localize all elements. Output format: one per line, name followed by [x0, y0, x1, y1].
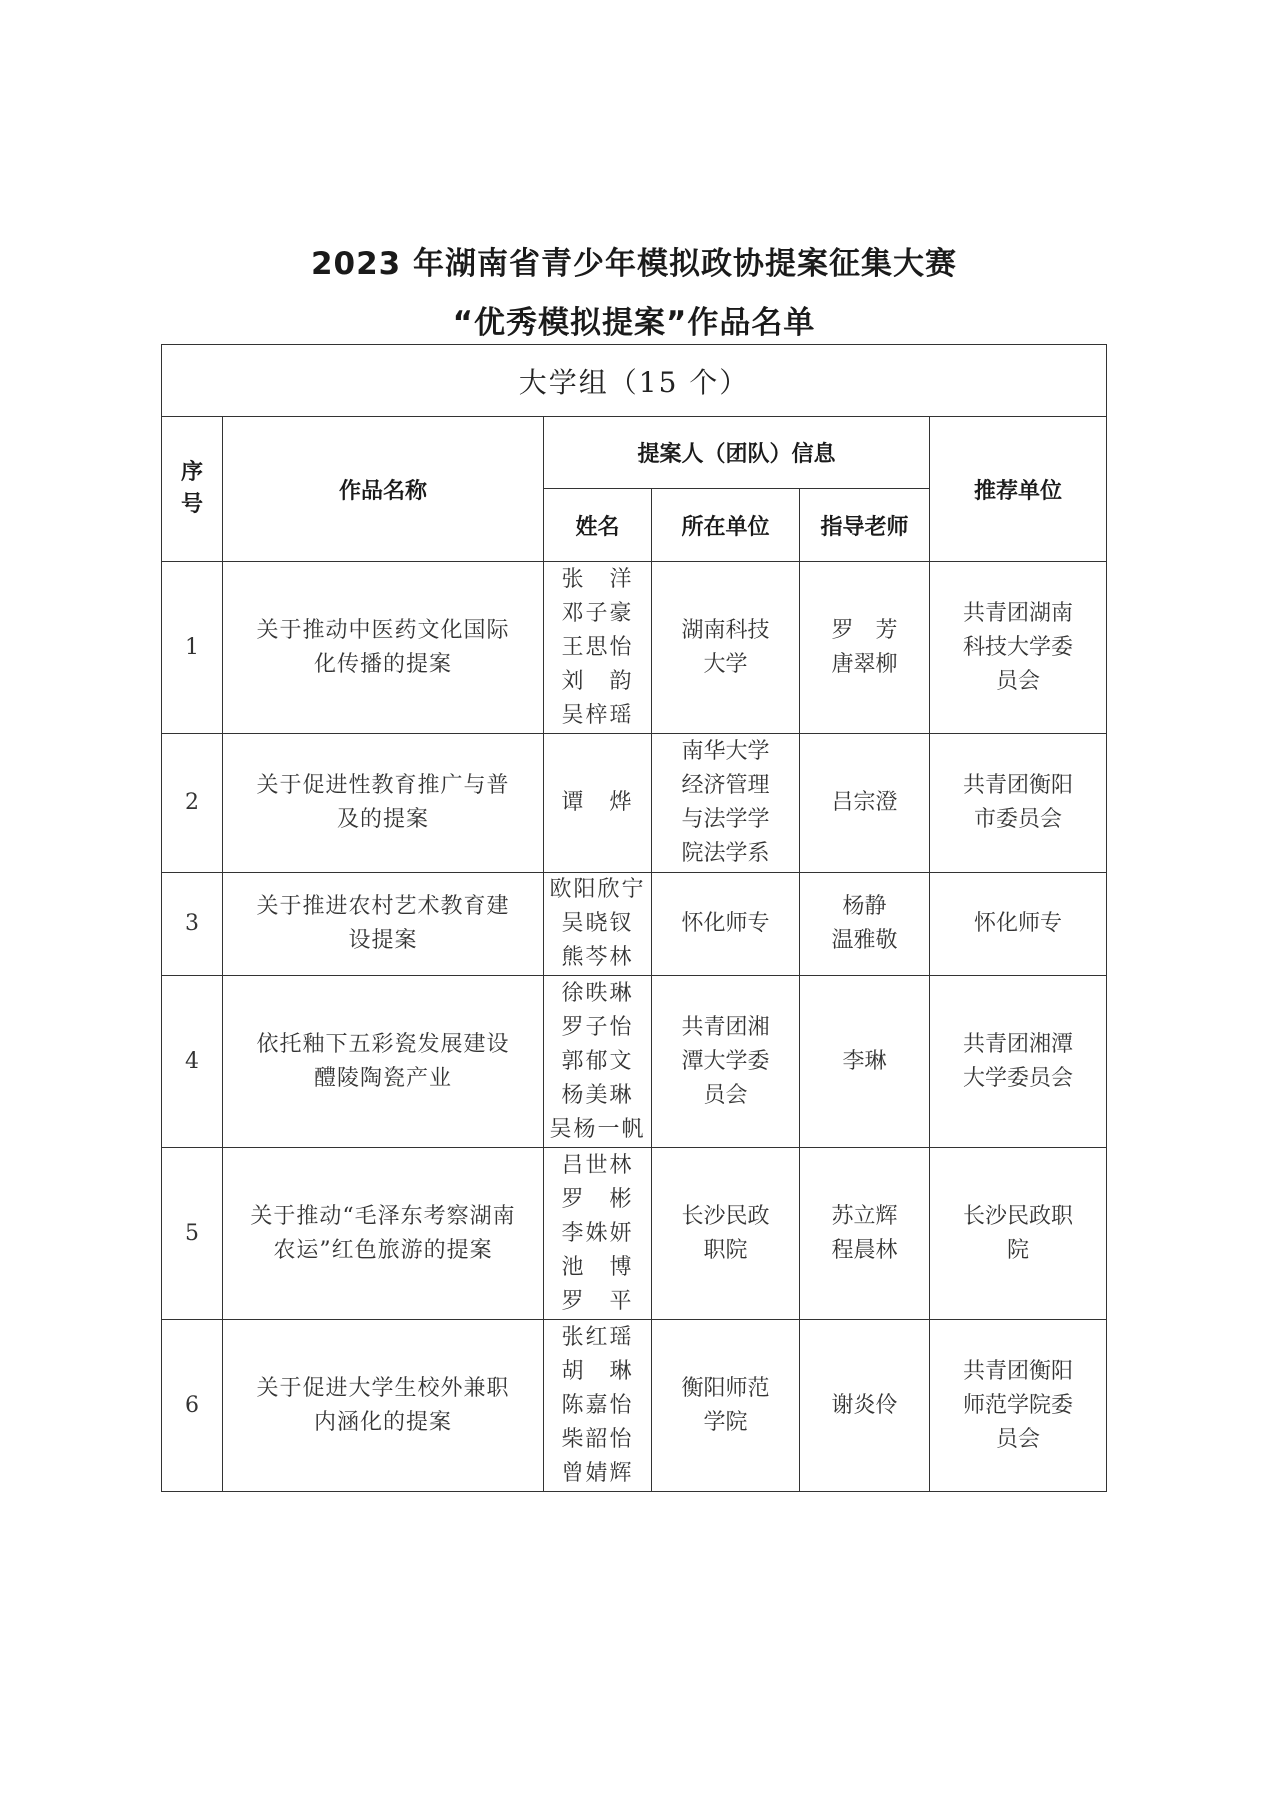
cell-names-line: 杨美琳	[561, 1082, 634, 1108]
cell-names	[544, 873, 652, 976]
cell-work-name-line: 关于推动“毛泽东考察湖南	[250, 1203, 516, 1229]
header-seq	[162, 417, 223, 562]
cell-work-name-line: 醴陵陶瓷产业	[313, 1065, 452, 1091]
cell-unit	[652, 1320, 800, 1492]
header-advisor: 指导老师	[800, 489, 930, 562]
cell-advisor-line: 罗 芳	[831, 617, 898, 643]
cell-names-line: 邓子豪	[561, 600, 634, 626]
cell-unit-line: 大学	[703, 651, 748, 677]
table-row	[162, 562, 1107, 734]
cell-recommender-line: 科技大学委	[963, 634, 1074, 660]
cell-unit-line: 长沙民政	[681, 1203, 770, 1229]
cell-names-line: 熊芩林	[561, 945, 634, 970]
cell-recommender	[930, 1320, 1107, 1492]
cell-unit	[652, 976, 800, 1148]
cell-unit-line: 院法学系	[681, 841, 770, 866]
award-table	[161, 344, 1107, 1492]
cell-names-line: 张 洋	[561, 566, 634, 592]
cell-recommender-line: 大学委员会	[963, 1065, 1074, 1091]
cell-recommender-line: 员会	[996, 1426, 1041, 1452]
cell-seq-line: 3	[185, 911, 199, 936]
cell-unit-line: 职院	[703, 1237, 748, 1263]
cell-work-name-line: 关于推进农村艺术教育建	[256, 894, 510, 919]
cell-advisor	[800, 976, 930, 1148]
table-row	[162, 1320, 1107, 1492]
cell-recommender-line: 共青团湖南	[963, 600, 1074, 626]
header-unit: 所在单位	[652, 489, 800, 562]
header-name: 姓名	[544, 489, 652, 562]
cell-seq	[162, 1320, 223, 1492]
cell-work-name-line: 设提案	[348, 928, 418, 953]
cell-unit-line: 经济管理	[681, 773, 770, 798]
cell-names-line: 陈嘉怡	[561, 1392, 634, 1418]
cell-recommender-line: 怀化师专	[974, 911, 1063, 936]
cell-recommender-line: 长沙民政职	[963, 1203, 1074, 1229]
cell-names	[544, 1320, 652, 1492]
cell-advisor	[800, 1148, 930, 1320]
cell-names-line: 吕世林	[561, 1152, 634, 1178]
table-row	[162, 873, 1107, 976]
cell-names	[544, 976, 652, 1148]
cell-work-name-line: 关于推动中医药文化国际	[256, 617, 510, 643]
cell-work-name-line: 内涵化的提案	[313, 1409, 452, 1435]
cell-unit	[652, 734, 800, 873]
cell-names-line: 罗 彬	[561, 1186, 634, 1212]
cell-names-line: 郭郁文	[561, 1048, 634, 1074]
cell-unit-line: 潭大学委	[681, 1048, 770, 1074]
cell-seq-line: 5	[185, 1220, 199, 1246]
cell-unit-line: 学院	[703, 1409, 748, 1435]
cell-advisor	[800, 562, 930, 734]
cell-names-line: 刘 韵	[561, 668, 634, 694]
cell-names-line: 吴晓钗	[561, 911, 634, 936]
cell-work-name	[223, 1320, 544, 1492]
cell-recommender-line: 共青团衡阳	[963, 1358, 1074, 1384]
cell-names-line: 胡 琳	[561, 1358, 634, 1384]
cell-names-line: 徐昳琳	[561, 980, 634, 1006]
cell-advisor-line: 温雅敬	[831, 928, 898, 953]
cell-work-name-line: 农运”红色旅游的提案	[273, 1237, 493, 1263]
cell-work-name	[223, 873, 544, 976]
cell-recommender	[930, 976, 1107, 1148]
cell-seq	[162, 1148, 223, 1320]
cell-unit-line: 南华大学	[681, 739, 770, 764]
cell-advisor-line: 程晨林	[831, 1237, 898, 1263]
cell-names-line: 欧阳欣宁	[549, 877, 646, 902]
header-seq-line2: 号	[180, 492, 203, 517]
header-proposer-info: 提案人（团队）信息	[544, 417, 930, 489]
cell-recommender-line: 市委员会	[974, 807, 1063, 832]
cell-recommender-line: 共青团衡阳	[963, 773, 1074, 798]
cell-advisor-line: 李琳	[842, 1048, 887, 1074]
cell-seq	[162, 562, 223, 734]
cell-recommender-line: 员会	[996, 668, 1041, 694]
header-work-name: 作品名称	[223, 417, 544, 562]
cell-work-name-line: 关于促进大学生校外兼职	[256, 1375, 510, 1401]
cell-recommender-line: 师范学院委	[963, 1392, 1074, 1418]
cell-names-line: 罗子怡	[561, 1014, 634, 1040]
cell-names-line: 曾婧辉	[561, 1460, 634, 1486]
cell-work-name	[223, 562, 544, 734]
cell-seq-line: 2	[185, 790, 199, 815]
cell-advisor-line: 唐翠柳	[831, 651, 898, 677]
cell-work-name	[223, 976, 544, 1148]
cell-advisor-line: 谢炎伶	[831, 1392, 898, 1418]
cell-unit-line: 衡阳师范	[681, 1375, 770, 1401]
cell-advisor	[800, 1320, 930, 1492]
cell-names	[544, 734, 652, 873]
cell-recommender	[930, 1148, 1107, 1320]
cell-work-name-line: 关于促进性教育推广与普	[256, 773, 510, 798]
cell-unit-line: 湖南科技	[681, 617, 770, 643]
cell-names	[544, 562, 652, 734]
header-recommending-unit: 推荐单位	[930, 417, 1107, 562]
cell-unit	[652, 873, 800, 976]
document-title-line2: “优秀模拟提案”作品名单	[452, 305, 816, 341]
cell-recommender	[930, 873, 1107, 976]
cell-advisor	[800, 734, 930, 873]
cell-work-name	[223, 734, 544, 873]
table-row	[162, 1148, 1107, 1320]
cell-unit-line: 员会	[703, 1082, 748, 1108]
cell-seq	[162, 976, 223, 1148]
cell-work-name-line: 依托釉下五彩瓷发展建设	[256, 1031, 510, 1057]
cell-names-line: 吴梓瑶	[561, 702, 634, 728]
cell-names-line: 李姝妍	[561, 1220, 634, 1246]
cell-advisor-line: 吕宗澄	[831, 790, 898, 815]
cell-names-line: 池 博	[561, 1254, 634, 1280]
table-row	[162, 734, 1107, 873]
cell-advisor-line: 杨静	[842, 894, 887, 919]
cell-seq	[162, 734, 223, 873]
cell-seq-line: 1	[185, 634, 199, 660]
group-label: 大学组（15 个）	[162, 345, 1107, 417]
table-row	[162, 976, 1107, 1148]
cell-work-name-line: 化传播的提案	[313, 651, 452, 677]
cell-unit	[652, 562, 800, 734]
cell-names-line: 谭 烨	[561, 790, 634, 815]
cell-names-line: 张红瑶	[561, 1324, 634, 1350]
cell-recommender-line: 共青团湘潭	[963, 1031, 1074, 1057]
cell-unit-line: 共青团湘	[681, 1014, 770, 1040]
cell-advisor-line: 苏立辉	[831, 1203, 898, 1229]
cell-recommender-line: 院	[1007, 1237, 1030, 1263]
cell-advisor	[800, 873, 930, 976]
cell-seq-line: 4	[185, 1048, 199, 1074]
cell-names-line: 柴韶怡	[561, 1426, 634, 1452]
cell-names-line: 罗 平	[561, 1288, 634, 1314]
header-seq-line1: 序	[180, 460, 203, 485]
cell-names-line: 吴杨一帆	[549, 1116, 646, 1142]
cell-unit-line: 怀化师专	[681, 911, 770, 936]
cell-recommender	[930, 734, 1107, 873]
cell-recommender	[930, 562, 1107, 734]
cell-names	[544, 1148, 652, 1320]
cell-seq	[162, 873, 223, 976]
cell-seq-line: 6	[185, 1392, 199, 1418]
cell-work-name-line: 及的提案	[336, 807, 429, 832]
document-title-line1: 2023 年湖南省青少年模拟政协提案征集大赛	[310, 246, 958, 282]
cell-work-name	[223, 1148, 544, 1320]
cell-names-line: 王思怡	[561, 634, 634, 660]
cell-unit	[652, 1148, 800, 1320]
cell-unit-line: 与法学学	[681, 807, 770, 832]
